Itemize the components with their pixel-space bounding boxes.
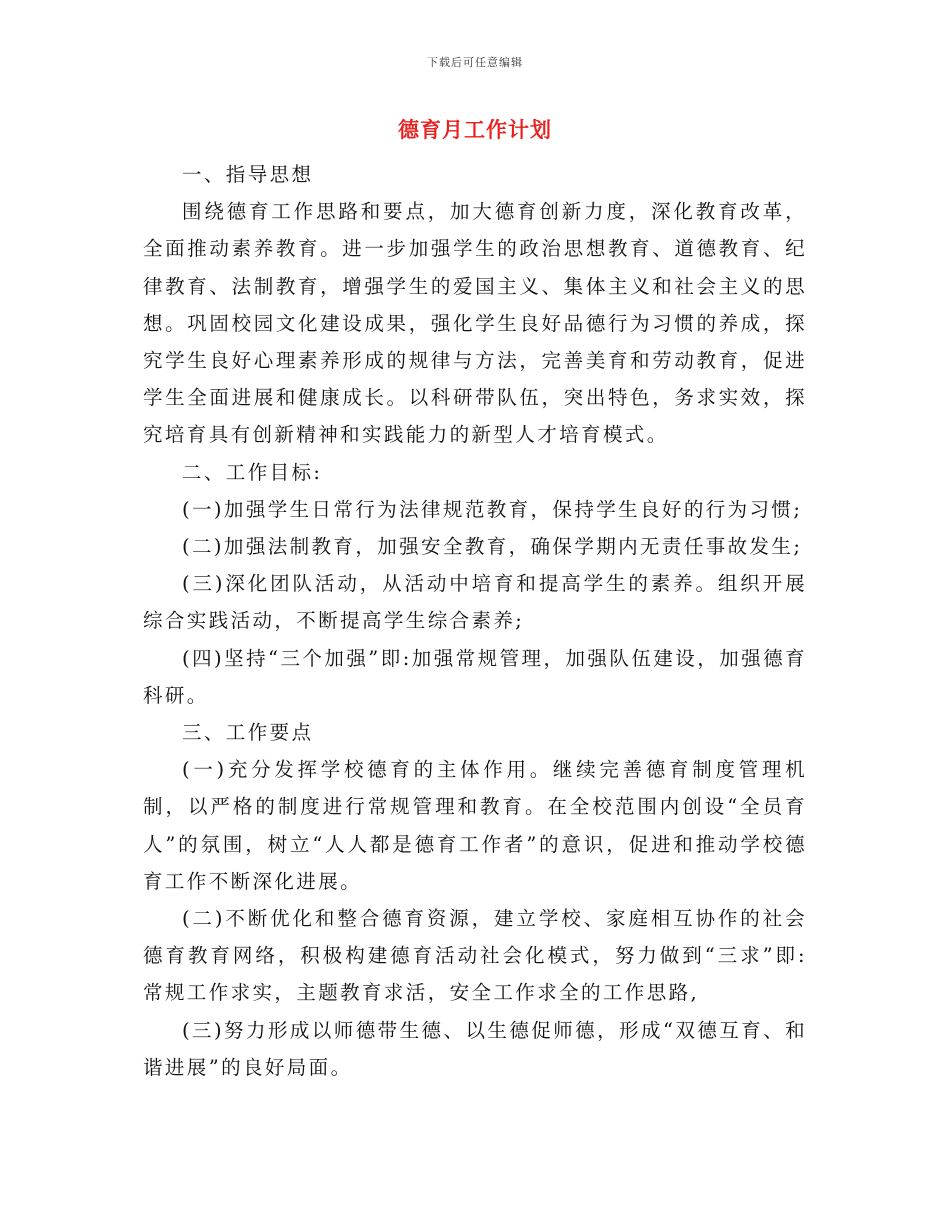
section-heading-guiding-ideology: 一、指导思想 xyxy=(182,163,314,186)
paragraph-point-2: (二)不断优化和整合德育资源，建立学校、家庭相互协作的社会德育教育网络，积极构建德育活动社会化模式，努力做到“三求”即:常规工作求实，主题教育求活，安全工作求全的工作思路, xyxy=(143,907,807,1005)
paragraph-guiding-ideology: 围绕德育工作思路和要点，加大德育创新力度，深化教育改革，全面推动素养教育。进一步加强学生的政治思想教育、道德教育、纪律教育、法制教育，增强学生的爱国主义、集体主义和社会主义的思想。巩固校园文化建设成果，强化学生良好品德行为习惯的养成，探究学生良好心理素养形成的规律与方法，完善美育和劳动教育，促进学生全面进展和健康成长。以科研带队伍，突出特色，务求实效，探究培育具有创新精神和实践能力的新型人才培育模式。 xyxy=(143,200,807,447)
page-header-note: 下载后可任意编辑 xyxy=(427,56,523,69)
paragraph-goal-4: (四)坚持“三个加强”即:加强常规管理，加强队伍建设，加强德育科研。 xyxy=(143,646,807,707)
paragraph-goal-1: (一)加强学生日常行为法律规范教育，保持学生良好的行为习惯; xyxy=(182,497,803,521)
document-title: 德育月工作计划 xyxy=(398,117,552,142)
paragraph-point-1: (一)充分发挥学校德育的主体作用。继续完善德育制度管理机制，以严格的制度进行常规管理和教育。在全校范围内创设“全员育人”的氛围，树立“人人都是德育工作者”的意识，促进和推动学校德育工作不断深化进展。 xyxy=(143,758,807,893)
section-heading-work-goals: 二、工作目标: xyxy=(182,460,323,484)
document-body xyxy=(143,156,807,1086)
paragraph-point-3: (三)努力形成以师德带生德、以生德促师德，形成“双德互育、和谐进展”的良好局面。 xyxy=(143,1018,807,1079)
section-heading-work-points: 三、工作要点 xyxy=(182,721,314,745)
paragraph-goal-2: (二)加强法制教育，加强安全教育，确保学期内无责任事故发生; xyxy=(182,535,803,559)
paragraph-goal-3: (三)深化团队活动，从活动中培育和提高学生的素养。组织开展综合实践活动，不断提高学生综合素养; xyxy=(143,572,807,633)
